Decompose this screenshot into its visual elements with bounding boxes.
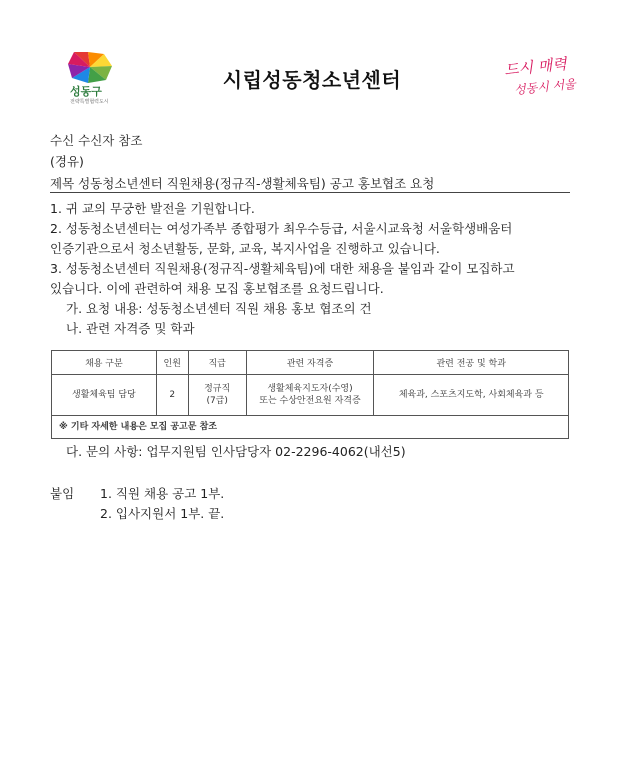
table-header-row [52,351,569,375]
paragraph-3-line-1: 3. 성동청소년센터 직원채용(정규직-생활체육팀)에 대한 채용을 붙임과 같이 모집하고 [50,261,515,276]
rank-line-1: 정규직 [204,384,231,394]
qualification-table [51,350,569,439]
attachment-item: 1. 직원 채용 공고 1부. [100,486,225,501]
slogan-line-1: 드시 매력 [503,54,568,80]
table-header: 채용 구분 [52,351,157,375]
cell-category: 생활체육팀 담당 [52,375,157,416]
slogan-logo [503,54,577,102]
logo-text: 성동구 [70,85,102,98]
slogan-line-2: 성동시 서울 [513,76,577,98]
cert-line-2: 또는 수상안전요원 자격증 [259,396,361,406]
page-title: 시립성동청소년센터 [222,68,402,92]
attachment-item: 2. 입사지원서 1부. 끝. [100,506,225,521]
cell-rank [188,375,246,416]
item-na: 나. 관련 자격증 및 학과 [66,321,195,336]
cell-count: 2 [156,375,188,416]
item-da: 다. 문의 사항: 업무지원팀 인사담당자 02-2296-4062(내선5) [66,444,406,459]
subject-line: 제목 성동청소년센터 직원채용(정규직-생활체육팀) 공고 홍보협조 요청 [50,176,435,191]
table-note: ※ 기타 자세한 내용은 모집 공고문 참조 [52,416,569,439]
cert-line-1: 생활체육지도자(수영) [267,384,353,394]
paragraph-2-line-1: 2. 성동청소년센터는 여성가족부 종합평가 최우수등급, 서울시교육청 서울학생배움터 [50,221,513,236]
logo-subtext: 전략특별협력도시 [70,99,109,105]
table-row [52,375,569,416]
divider [50,192,570,193]
table-header: 관련 전공 및 학과 [374,351,569,375]
table-header: 인원 [156,351,188,375]
cell-certificate [246,375,374,416]
rank-line-2: (7급) [206,396,228,406]
table-header: 관련 자격증 [246,351,374,375]
via-line: (경유) [50,154,84,169]
item-ga: 가. 요청 내용: 성동청소년센터 직원 채용 홍보 협조의 건 [66,301,372,316]
recipient-line: 수신 수신자 참조 [50,133,143,148]
paragraph-1: 1. 귀 교의 무궁한 발전을 기원합니다. [50,201,255,216]
paragraph-2-line-2: 인증기관으로서 청소년활동, 문화, 교육, 복지사업을 진행하고 있습니다. [50,241,440,256]
attachment-label: 붙임 [50,486,75,501]
table-header: 직급 [188,351,246,375]
cell-major: 체육과, 스포츠지도학, 사회체육과 등 [374,375,569,416]
paragraph-3-line-2: 있습니다. 이에 관련하여 채용 모집 홍보협조를 요청드립니다. [50,281,384,296]
table-note-row [52,416,569,439]
